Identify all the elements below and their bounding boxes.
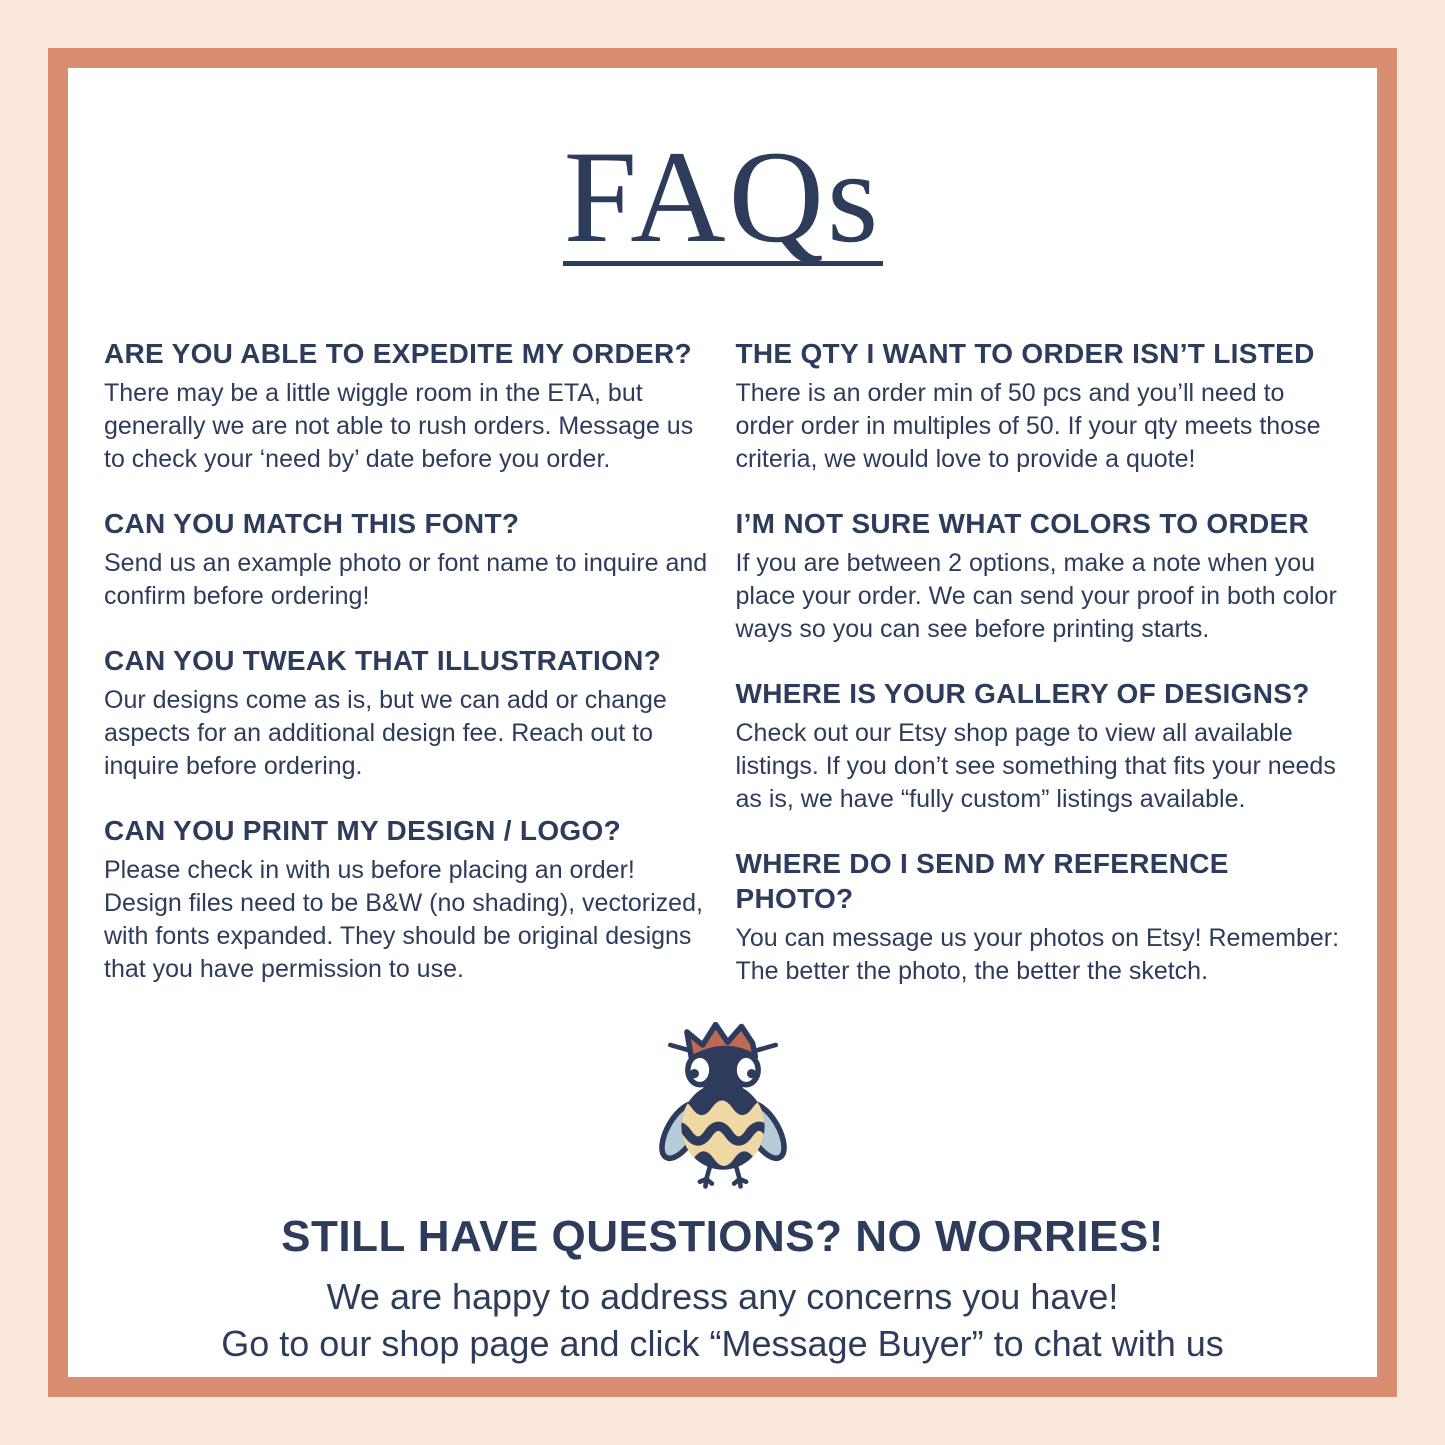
- faq-answer: There is an order min of 50 pcs and you’ll need to order order in multiples of 50. If your qty meets those criteria, we would love to provide a quote!: [735, 378, 1321, 473]
- faq-answer: Send us an example photo or font name to inquire and confirm before ordering!: [104, 548, 708, 610]
- faq-question: CAN YOU TWEAK THAT ILLUSTRATION?: [104, 644, 662, 676]
- frame-border: [48, 48, 1397, 1397]
- faq-item: [736, 336, 1342, 476]
- queen-bee-icon: [649, 1020, 797, 1191]
- footer-heading: STILL HAVE QUESTIONS? NO WORRIES!: [281, 1211, 1164, 1261]
- faq-question: CAN YOU PRINT MY DESIGN / LOGO?: [104, 814, 621, 846]
- faq-item: [104, 643, 710, 783]
- faq-answer: You can message us your photos on Etsy! Remember: The better the photo, the better the sketch.: [735, 923, 1340, 985]
- faq-item: [736, 846, 1342, 988]
- faq-question: THE QTY I WANT TO ORDER ISN’T LISTED: [735, 337, 1315, 369]
- faq-question: WHERE IS YOUR GALLERY OF DESIGNS?: [735, 677, 1310, 709]
- faq-answer: There may be a little wiggle room in the ETA, but generally we are not able to rush orders. Message us to check your ‘need by’ date before you order.: [104, 378, 694, 473]
- footer-line-1: We are happy to address any concerns you have!: [326, 1276, 1119, 1318]
- page-title: FAQs: [563, 123, 882, 270]
- faq-answer: Our designs come as is, but we can add or change aspects for an additional design fee. Reach out to inquire before ordering.: [104, 685, 667, 780]
- faq-question: WHERE DO I SEND MY REFERENCE PHOTO?: [735, 847, 1229, 914]
- faq-question: ARE YOU ABLE TO EXPEDITE MY ORDER?: [104, 337, 692, 369]
- faq-item: [104, 506, 710, 613]
- faq-item: [736, 506, 1342, 646]
- faq-question: CAN YOU MATCH THIS FONT?: [104, 507, 520, 539]
- faq-answer: Please check in with us before placing an order! Design files need to be B&W (no shading), vectorized, with fonts expanded. They should be original designs that you have permission to use.: [104, 855, 703, 983]
- faq-column-right: [736, 336, 1342, 1018]
- faq-answer: Check out our Etsy shop page to view all available listings. If you don’t see something that fits your needs as is, we have “fully custom” listings available.: [735, 718, 1336, 813]
- flyer-content: [68, 68, 1377, 1377]
- footer-line-2: Go to our shop page and click “Message Buyer” to chat with us: [221, 1323, 1224, 1365]
- faq-columns: [104, 336, 1341, 1018]
- faq-column-left: [104, 336, 710, 1018]
- faq-item: [736, 676, 1342, 816]
- faq-item: [104, 813, 710, 986]
- faq-question: I’M NOT SURE WHAT COLORS TO ORDER: [735, 507, 1310, 539]
- faq-item: [104, 336, 710, 476]
- faq-answer: If you are between 2 options, make a note when you place your order. We can send your proof in both color ways so you can see before printing starts.: [735, 548, 1337, 643]
